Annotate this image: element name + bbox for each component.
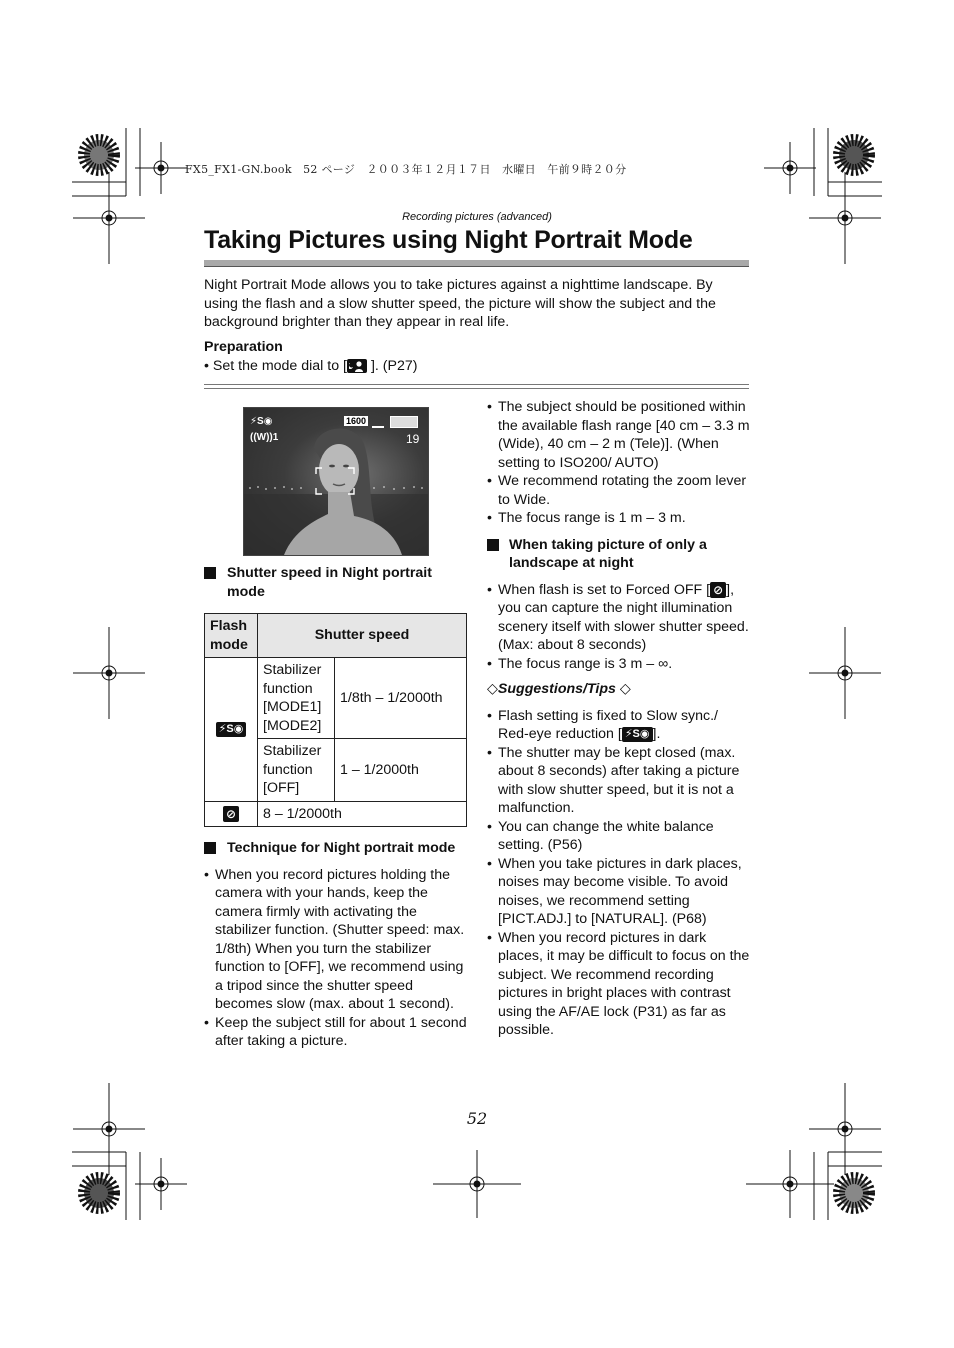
square-bullet-icon [204,567,216,579]
night-portrait-mode-icon [347,359,367,373]
shot-count: 19 [406,432,420,446]
cell-stabilizer-mode1-2: Stabilizer function [MODE1] [MODE2] [258,658,335,739]
stabilizer-indicator: ((W))1 [250,432,279,443]
square-bullet-icon [487,539,499,551]
shutter-speed-heading-text: Shutter speed in Night portrait mode [227,565,432,600]
diamond-icon: ◇ [487,681,498,697]
slow-sync-redeye-icon: ⚡S◉ [622,727,653,742]
preparation-item: • Set the mode dial to [ ]. (P27) [204,358,418,374]
shutter-speed-table [204,613,467,827]
cell-stabilizer-off: Stabilizer function [OFF] [258,739,335,802]
square-bullet-icon [204,842,216,854]
th-shutter-speed: Shutter speed [258,614,467,658]
tips-text-before: Flash setting is fixed to Slow sync./ Red-eye reduction [ [498,707,718,742]
shutter-speed-heading [204,564,467,601]
list-item: • You can change the white balance setting. (P56) [487,818,752,855]
page-number: 52 [466,1109,488,1128]
list-item: • When you record pictures in dark places, it may be difficult to focus on the subject. We recommend recording pictures in bright places with contrast using the AF/AE lock (P31) as far as possible. [487,929,752,1040]
preparation-rule-2 [204,388,749,389]
landscape-heading [487,536,752,573]
list-item: • The shutter may be kept closed (max. about 8 seconds) after taking a picture with slow shutter speed, but it is not a malfunction. [487,744,752,818]
slow-sync-redeye-icon: ⚡S◉ [216,722,247,737]
flash-range-list [487,398,752,528]
landscape-heading-text: When taking picture of only a landscape at night [509,536,707,571]
landscape-text-after: ], you can capture the night illumination scenery itself with slower shutter speed. (Max: about 8 seconds) [498,581,749,653]
cell-speed-forced-off: 8 – 1/2000th [258,801,467,827]
list-item: • The focus range is 3 m – ∞. [487,655,752,674]
tips-text-after: ]. [652,726,661,742]
battery-icon [390,416,418,428]
th-flash-mode: Flash mode [205,614,258,658]
tips-heading [487,680,752,699]
title-rule-line [204,266,749,267]
technique-heading [204,839,467,858]
forced-off-icon: ⊘ [710,582,726,598]
list-item: • The subject should be positioned within the available flash range [40 cm – 3.3 m (Wide), 40 cm – 2 m (Tele)]. (When setting to ISO200/ AUTO) [487,398,752,472]
landscape-list [487,581,752,674]
cell-forced-off-icon [205,801,258,827]
tips-heading-text: Suggestions/Tips [497,681,616,697]
preparation-text-before: Set the mode dial to [ [212,358,347,374]
cell-slow-sync-icon [205,658,258,802]
technique-list [204,866,467,1051]
forced-off-icon: ⊘ [223,806,239,822]
section-label: Recording pictures (advanced) [402,211,552,223]
flash-mode-indicator: ⚡S◉ [250,416,273,427]
portrait-photo [244,408,428,555]
list-item: • When you record pictures holding the camera with your hands, keep the camera firmly with activating the stabilizer function. (Shutter speed: max. 1/8th) When you turn the stabilizer function to [OFF], we recommend using a tripod since the shutter speed becomes slow (max. about 1 second). [204,866,467,1014]
right-column [487,398,752,1040]
list-item: • When you take pictures in dark places, noises may become visible. To avoid noises, we recommend setting [PICT.ADJ.] to [NATURAL]. (P68) [487,855,752,929]
cell-speed-mode1-2: 1/8th – 1/2000th [335,658,467,739]
list-item [487,707,752,744]
tips-list [487,707,752,1040]
landscape-text-before: When flash is set to Forced OFF [ [498,581,711,598]
list-item [487,581,752,655]
print-header: FX5_FX1-GN.book 52 ページ ２００３年１２月１７日 水曜日 午前９時２０分 [185,163,627,176]
intro-paragraph: Night Portrait Mode allows you to take pictures against a nighttime landscape. By using the flash and a slow shutter speed, the picture will show the subject and the background brighter than they appear in real life. [204,277,716,330]
list-item: • We recommend rotating the zoom lever to Wide. [487,472,752,509]
page-title: Taking Pictures using Night Portrait Mode [204,226,693,254]
preparation-rule [204,384,749,385]
preparation-heading: Preparation [204,339,283,355]
list-item: • Keep the subject still for about 1 second after taking a picture. [204,1014,467,1051]
left-column [204,564,467,1051]
cell-speed-off: 1 – 1/2000th [335,739,467,802]
list-item: • The focus range is 1 m – 3 m. [487,509,752,528]
technique-heading-text: Technique for Night portrait mode [227,840,456,856]
camera-lcd-illustration [243,407,429,556]
iso-badge: 1600 [346,416,367,426]
diamond-icon: ◇ [619,681,631,697]
preparation-text-after: ]. (P27) [370,358,418,374]
picture-size-icon [372,417,384,428]
